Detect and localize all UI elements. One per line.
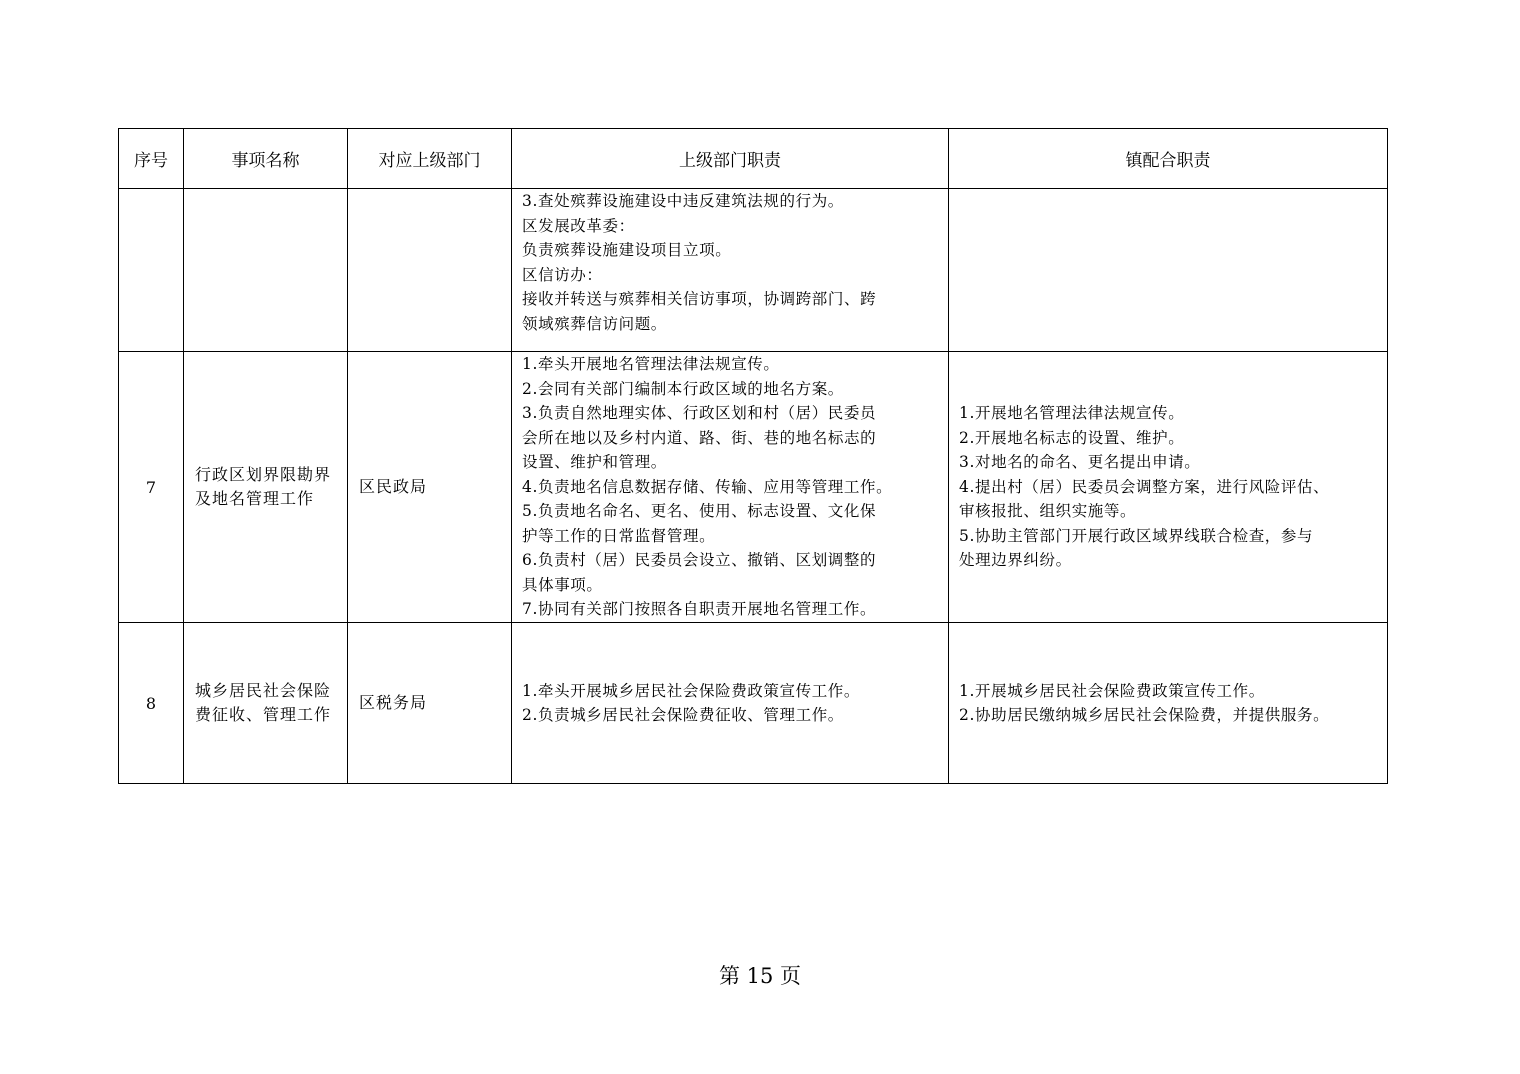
duty-line: 1.开展地名管理法律法规宣传。 [959,404,1185,423]
duty-line: 1.开展城乡居民社会保险费政策宣传工作。 [959,681,1265,700]
duty-line: 3.对地名的命名、更名提出申请。 [959,453,1201,472]
row-seq [119,189,184,352]
row-town-duties [949,623,1388,784]
duty-line: 5.负责地名命名、更名、使用、标志设置、文化保 [522,502,877,520]
row-upper-duties [512,352,949,623]
duty-line: 处理边界纠纷。 [959,551,1072,570]
table-header-row [119,129,1388,189]
duty-line: 1.牵头开展城乡居民社会保险费政策宣传工作。 [522,681,860,700]
duty-line: 3.查处殡葬设施建设中违反建筑法规的行为。 [522,192,844,210]
duty-line: 4.提出村（居）民委员会调整方案，进行风险评估、 [959,477,1330,496]
duty-line: 审核报批、组织实施等。 [959,502,1137,521]
duty-line: 护等工作的日常监督管理。 [522,526,716,545]
duty-line: 6.负责村（居）民委员会设立、撤销、区划调整的 [522,551,877,569]
header-seq: 序号 [119,129,184,189]
table-row [119,352,1388,623]
table-row [119,189,1388,352]
duty-line: 1.牵头开展地名管理法律法规宣传。 [522,355,780,373]
table-row [119,623,1388,784]
duty-line: 设置、维护和管理。 [522,453,667,471]
header-item-name: 事项名称 [184,129,348,189]
duty-line: 2.开展地名标志的设置、维护。 [959,428,1185,447]
duties-table [118,128,1388,784]
duty-line: 负责殡葬设施建设项目立项。 [522,241,732,259]
duty-line: 领域殡葬信访问题。 [522,314,667,333]
duty-line: 区信访办： [522,265,603,284]
duty-line: 3.负责自然地理实体、行政区划和村（居）民委员 [522,404,877,422]
duty-line: 会所在地以及乡村内道、路、街、巷的地名标志的 [522,428,877,447]
header-upper-dept: 对应上级部门 [348,129,512,189]
duty-line: 2.协助居民缴纳城乡居民社会保险费，并提供服务。 [959,706,1330,724]
duty-line: 7.协同有关部门按照各自职责开展地名管理工作。 [522,600,877,618]
row-upper-dept [348,189,512,352]
row-seq: 8 [119,623,184,784]
row-item-name [184,189,348,352]
duty-line: 5.协助主管部门开展行政区域界线联合检查，参与 [959,526,1314,545]
duty-line: 2.会同有关部门编制本行政区域的地名方案。 [522,379,844,398]
row-town-duties [949,189,1388,352]
duty-line: 2.负责城乡居民社会保险费征收、管理工作。 [522,706,844,724]
row-seq: 7 [119,352,184,623]
duty-line: 区发展改革委： [522,216,635,235]
row-item-name: 行政区划界限勘界及地名管理工作 [184,352,348,623]
header-upper-duties: 上级部门职责 [512,129,949,189]
row-item-name: 城乡居民社会保险费征收、管理工作 [184,623,348,784]
duty-line: 具体事项。 [522,575,603,594]
row-upper-dept: 区税务局 [348,623,512,784]
page-number: 第 15 页 [718,964,802,988]
row-upper-duties [512,189,949,352]
row-upper-duties [512,623,949,784]
duty-line: 接收并转送与殡葬相关信访事项，协调跨部门、跨 [522,290,877,308]
row-upper-dept: 区民政局 [348,352,512,623]
row-town-duties [949,352,1388,623]
duty-line: 4.负责地名信息数据存储、传输、应用等管理工作。 [522,477,893,496]
header-town-duties: 镇配合职责 [949,129,1388,189]
